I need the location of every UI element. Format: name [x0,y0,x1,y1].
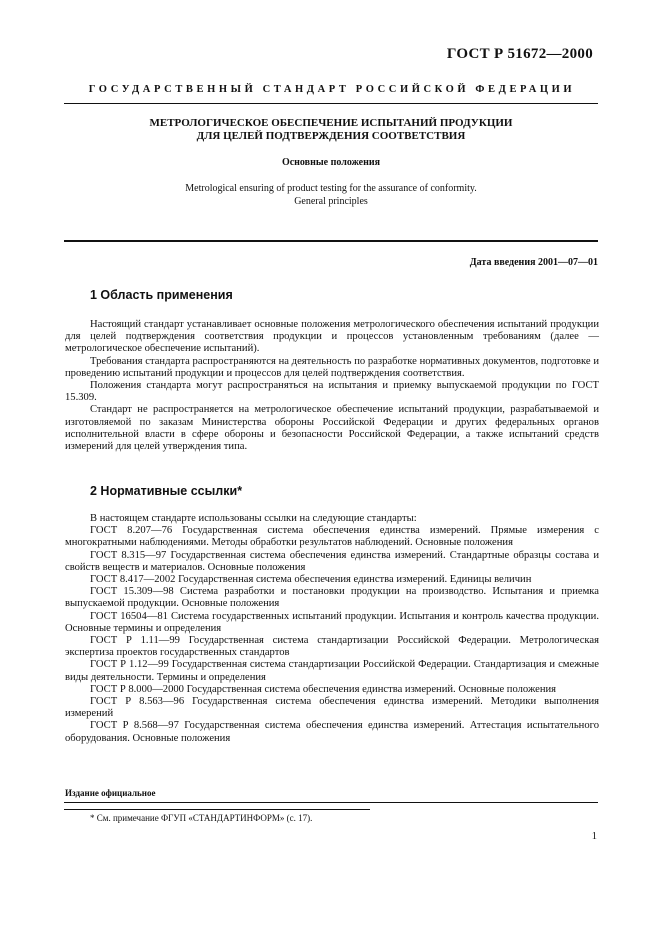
reference-item: ГОСТ Р 8.000—2000 Государственная система обеспечения единства измерений. Основные положения [90,683,557,695]
english-title [64,183,598,208]
reference-item: ГОСТ Р 8.563—96 Государственная система обеспечения единства измерений. Методики выполнения измерений [65,696,599,720]
document-number: ГОСТ Р 51672—2000 [446,46,593,62]
reference-item: ГОСТ 15.309—98 Система разработки и постановки продукции на производство. Испытания и приемка выпускаемой продукции. Основные положения [65,586,599,610]
title-line-1: МЕТРОЛОГИЧЕСКОЕ ОБЕСПЕЧЕНИЕ ИСПЫТАНИЙ ПРОДУКЦИИ [149,117,513,129]
reference-item: ГОСТ Р 1.12—99 Государственная система стандартизации Российской Федерации. Стандартизация и смежные виды деятельности. Термины и определения [65,659,599,683]
state-standard-banner: ГОСУДАРСТВЕННЫЙ СТАНДАРТ РОССИЙСКОЙ ФЕДЕРАЦИИ [88,84,576,95]
footnote-divider [64,809,370,810]
title-divider [64,240,598,242]
english-title-line-1: Metrological ensuring of product testing for the assurance of conformity. [185,183,477,194]
footnote: * См. примечание ФГУП «СТАНДАРТИНФОРМ» (с. 17). [90,813,313,823]
page-number: 1 [591,831,597,842]
section-1-paragraph: Стандарт не распространяется на метрологическое обеспечение испытаний продукции, разрабатываемой и изготовляемой по заказам Министерства обороны Российской Федерации и других федеральных органов исполнительной власти в сфере обороны и безопасности Российской Федерации, а также испытаний средств измерений для целей утверждения типа. [65,404,599,453]
section-1-paragraph: Положения стандарта могут распространяться на испытания и приемку выпускаемой продукции по ГОСТ 15.309. [65,380,599,404]
english-title-line-2: General principles [294,195,368,207]
reference-item: ГОСТ 8.207—76 Государственная система обеспечения единства измерений. Прямые измерения с многократными наблюдениями. Методы обработки результатов наблюдений. Основные положения [65,525,599,549]
reference-item: ГОСТ Р 8.568—97 Государственная система обеспечения единства измерений. Аттестация испытательного оборудования. Основные положения [65,720,599,744]
document-subtitle: Основные положения [281,157,381,168]
official-edition-label: Издание официальное [65,788,156,798]
section-1-heading: 1 Область применения [90,288,233,302]
section-1-body [65,319,599,453]
section-2-body [65,513,599,745]
reference-item: ГОСТ 8.417—2002 Государственная система обеспечения единства измерений. Единицы величин [90,574,532,586]
section-1-paragraph: Настоящий стандарт устанавливает основные положения метрологического обеспечения испытаний продукции для целей подтверждения соответствия продукции и процессов установленным требованиям (далее — метрологическое обеспечение испытаний). [65,319,599,355]
title-line-2: ДЛЯ ЦЕЛЕЙ ПОДТВЕРЖДЕНИЯ СООТВЕТСТВИЯ [196,130,466,142]
top-divider [64,103,598,104]
introduction-date: Дата введения 2001—07—01 [469,257,598,268]
reference-item: ГОСТ 8.315—97 Государственная система обеспечения единства измерений. Стандартные образцы состава и свойств веществ и материалов. Основные положения [65,549,599,573]
section-2-heading: 2 Нормативные ссылки* [90,484,243,498]
section-1-paragraph: Требования стандарта распространяются на деятельность по разработке нормативных документов, подготовке и проведению испытаний продукции и процессов для целей подтверждения соответствия. [65,355,599,379]
bottom-divider [64,802,598,803]
section-2-intro: В настоящем стандарте использованы ссылки на следующие стандарты: [90,513,417,524]
document-title [64,117,598,143]
reference-item: ГОСТ 16504—81 Система государственных испытаний продукции. Испытания и контроль качества продукции. Основные термины и определения [65,610,599,634]
reference-item: ГОСТ Р 1.11—99 Государственная система стандартизации Российской Федерации. Метрологическая экспертиза проектов государственных стандартов [65,635,599,659]
